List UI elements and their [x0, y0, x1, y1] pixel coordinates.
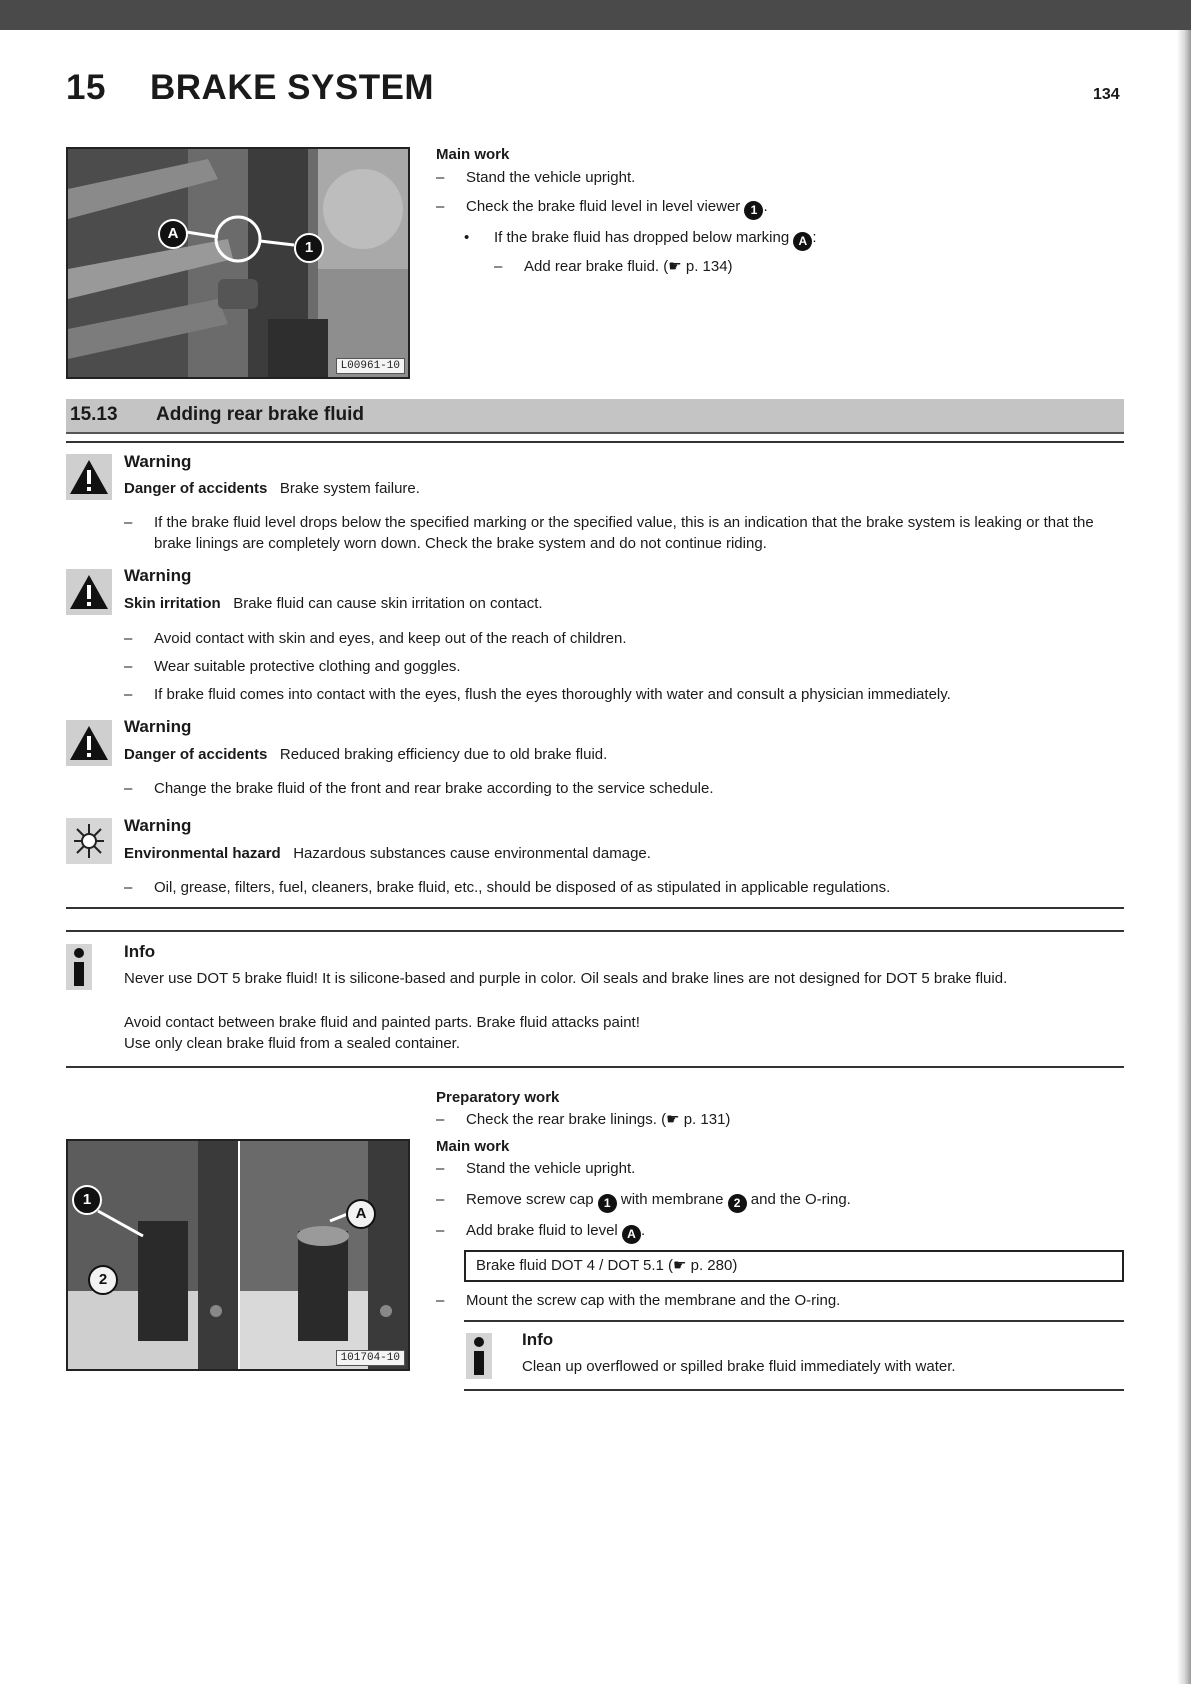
- dash-icon: –: [436, 1160, 445, 1177]
- warning-triangle-icon: [66, 454, 112, 500]
- dash-icon: –: [124, 780, 133, 797]
- check-substep-text: Add rear brake fluid. (☛ p. 134): [524, 258, 733, 275]
- figure-screw-cap: [66, 1139, 410, 1371]
- chapter-number: 15: [66, 68, 106, 107]
- figure-level-viewer: [66, 147, 410, 379]
- warning-4-item-1-text: Oil, grease, filters, fuel, cleaners, brake fluid, etc., should be disposed of as stipulated in applicable regulations.: [154, 879, 891, 896]
- page-number: 134: [1093, 86, 1120, 103]
- proc-step-3: – Add brake fluid to level A .: [436, 1220, 645, 1244]
- preparatory-work-heading: Preparatory work: [436, 1089, 560, 1106]
- main-work-heading: Main work: [436, 146, 510, 163]
- figure-level-viewer-callout-a: A: [158, 219, 188, 249]
- warning-1-desc: Brake system failure.: [279, 480, 420, 497]
- figure-level-viewer-photo: [68, 149, 408, 377]
- divider: [464, 1389, 1124, 1391]
- warning-3-type: Danger of accidents: [124, 746, 268, 763]
- info-1-heading: Info: [124, 942, 156, 961]
- check-step-2: – Check the brake fluid level in level viewer 1 .: [436, 196, 768, 220]
- marker-badge-1: 1: [598, 1194, 617, 1213]
- proc-step-2-text-c: and the O-ring.: [750, 1191, 851, 1208]
- figure-screw-cap-callout-1: 1: [72, 1185, 102, 1215]
- warning-2-item-1: [124, 628, 627, 649]
- info-1-line-3: Use only clean brake fluid from a sealed container.: [124, 1035, 461, 1052]
- spec-box: [464, 1250, 1124, 1282]
- proc-step-4-text: Mount the screw cap with the membrane and the O-ring.: [466, 1292, 841, 1309]
- warning-1-item-1: [124, 512, 1124, 554]
- info-2-heading: Info: [522, 1330, 554, 1349]
- warning-2-item-3: [124, 684, 951, 705]
- bullet-icon: •: [464, 229, 470, 246]
- warning-2-desc: Brake fluid can cause skin irritation on contact.: [233, 595, 543, 612]
- divider: [66, 1066, 1124, 1068]
- main-work-heading-2: Main work: [436, 1138, 510, 1155]
- check-substep: [494, 256, 733, 277]
- figure-screw-cap-callout-a: A: [346, 1199, 376, 1229]
- proc-step-1: [436, 1158, 635, 1179]
- info-icon: [466, 1333, 492, 1379]
- proc-step-2: [436, 1189, 851, 1213]
- info-2-text: Clean up overflowed or spilled brake fluid immediately with water.: [522, 1358, 956, 1375]
- info-1-line-1: Never use DOT 5 brake fluid! It is silicone-based and purple in color. Oil seals and brake lines are not designed for DOT 5 brake fluid.: [124, 970, 1008, 987]
- warning-2-item-2-text: Wear suitable protective clothing and goggles.: [154, 658, 461, 675]
- dash-icon: –: [494, 258, 503, 275]
- warning-2-type: Skin irritation: [124, 595, 221, 612]
- warning-3-heading: Warning: [124, 717, 192, 736]
- divider: [464, 1320, 1124, 1322]
- marker-badge-a: A: [622, 1225, 641, 1244]
- proc-step-4: [436, 1290, 840, 1311]
- info-icon: [66, 944, 92, 990]
- page-edge-shadow: [1177, 30, 1191, 1684]
- warning-2-heading: Warning: [124, 566, 192, 585]
- chapter-heading: [66, 68, 434, 108]
- warning-triangle-icon: [66, 569, 112, 615]
- marker-badge-a: A: [793, 232, 812, 251]
- dash-icon: –: [436, 1111, 445, 1128]
- marker-badge-1: 1: [744, 201, 763, 220]
- environment-hazard-icon: [66, 818, 112, 864]
- check-step-2-text: Check the brake fluid level in level viewer: [466, 198, 741, 215]
- warning-2-type-line: [124, 593, 543, 614]
- divider: [66, 930, 1124, 932]
- dash-icon: –: [124, 658, 133, 675]
- warning-2-item-3-text: If brake fluid comes into contact with the eyes, flush the eyes thoroughly with water and consult a physician immediately.: [154, 686, 951, 703]
- proc-step-2-text-a: Remove screw cap: [466, 1191, 594, 1208]
- prep-step-1-text: Check the rear brake linings. (☛ p. 131): [466, 1111, 731, 1128]
- check-step-1: [436, 167, 635, 188]
- dash-icon: –: [124, 630, 133, 647]
- marker-badge-2: 2: [728, 1194, 747, 1213]
- dash-icon: –: [124, 879, 133, 896]
- warning-3-type-line: [124, 744, 607, 765]
- warning-4-type-line: [124, 843, 651, 864]
- warning-4-item-1: [124, 877, 890, 898]
- warning-3-desc: Reduced braking efficiency due to old brake fluid.: [279, 746, 608, 763]
- warning-3-item-1: [124, 778, 714, 799]
- divider: [66, 441, 1124, 443]
- prep-step-1: [436, 1109, 730, 1130]
- divider: [66, 907, 1124, 909]
- dash-icon: –: [436, 198, 445, 215]
- dash-icon: –: [436, 1292, 445, 1309]
- warning-4-type: Environmental hazard: [124, 845, 281, 862]
- warning-1-item-1-text: If the brake fluid level drops below the specified marking or the specified value, this is an indication that the brake system is leaking or that the brake linings are completely worn down. Check the brake system and do not continue riding.: [154, 514, 1094, 552]
- warning-1-heading: Warning: [124, 452, 192, 471]
- check-condition: • If the brake fluid has dropped below marking A :: [464, 227, 817, 251]
- spec-box-text: Brake fluid DOT 4 / DOT 5.1 (☛ p. 280): [476, 1257, 738, 1274]
- check-step-1-text: Stand the vehicle upright.: [466, 169, 636, 186]
- figure-screw-cap-photo: [68, 1141, 408, 1369]
- dash-icon: –: [124, 514, 133, 531]
- section-number: 15.13: [70, 404, 118, 425]
- figure-screw-cap-label: 101704-10: [336, 1350, 405, 1366]
- dash-icon: –: [124, 686, 133, 703]
- info-1-line-2: Avoid contact between brake fluid and painted parts. Brake fluid attacks paint!: [124, 1014, 640, 1031]
- proc-step-2-text-b: with membrane: [620, 1191, 724, 1208]
- figure-screw-cap-callout-2: 2: [88, 1265, 118, 1295]
- figure-level-viewer-callout-1: 1: [294, 233, 324, 263]
- warning-1-type-line: [124, 478, 420, 499]
- check-condition-text: If the brake fluid has dropped below marking: [494, 229, 790, 246]
- warning-2-item-1-text: Avoid contact with skin and eyes, and keep out of the reach of children.: [154, 630, 627, 647]
- top-bar: [0, 0, 1191, 30]
- warning-3-item-1-text: Change the brake fluid of the front and rear brake according to the service schedule.: [154, 780, 714, 797]
- warning-1-type: Danger of accidents: [124, 480, 268, 497]
- dash-icon: –: [436, 1191, 445, 1208]
- warning-2-item-2: [124, 656, 461, 677]
- section-header: [66, 399, 1124, 434]
- section-title: Adding rear brake fluid: [156, 404, 364, 425]
- dash-icon: –: [436, 1222, 445, 1239]
- dash-icon: –: [436, 169, 445, 186]
- figure-level-viewer-label: L00961-10: [336, 358, 405, 374]
- chapter-title: BRAKE SYSTEM: [150, 68, 435, 107]
- warning-4-heading: Warning: [124, 816, 192, 835]
- warning-4-desc: Hazardous substances cause environmental damage.: [293, 845, 651, 862]
- proc-step-3-text: Add brake fluid to level: [466, 1222, 618, 1239]
- warning-triangle-icon: [66, 720, 112, 766]
- proc-step-1-text: Stand the vehicle upright.: [466, 1160, 636, 1177]
